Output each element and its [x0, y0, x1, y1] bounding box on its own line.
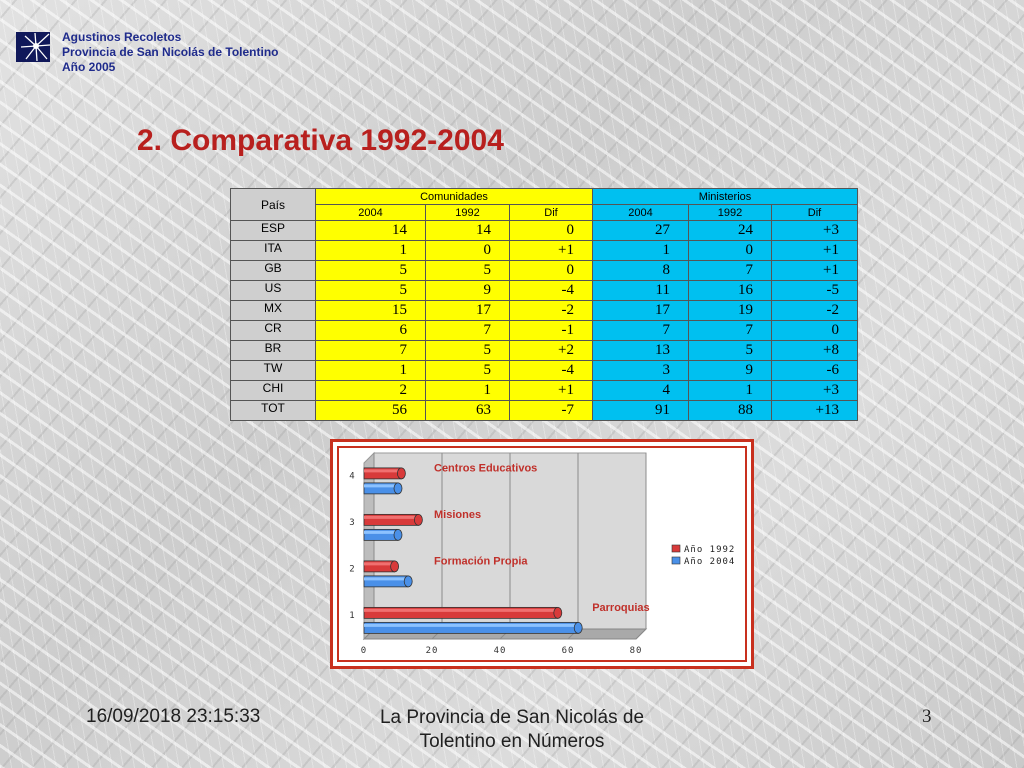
comunidades-dif-header: Dif — [510, 205, 593, 221]
value-cell-cdif: -4 — [510, 361, 593, 381]
value-cell-c2004: 1 — [316, 241, 426, 261]
value-cell-mdif: +3 — [772, 381, 858, 401]
org-name: Agustinos Recoletos — [62, 30, 182, 44]
y-tick-label: 1 — [349, 611, 355, 622]
value-cell-c2004: 15 — [316, 301, 426, 321]
footer-title-line1: La Provincia de San Nicolás de — [379, 707, 645, 728]
value-cell-cdif: -2 — [510, 301, 593, 321]
table-row — [231, 301, 858, 321]
table-row — [231, 321, 858, 341]
country-cell: MX — [231, 301, 316, 321]
ministerios-dif-header: Dif — [772, 205, 858, 221]
value-cell-m1992: 24 — [689, 221, 772, 241]
x-tick-label: 20 — [425, 646, 439, 656]
x-tick-label: 40 — [493, 646, 507, 656]
x-tick-label: 60 — [561, 646, 575, 656]
value-cell-m2004: 3 — [593, 361, 689, 381]
category-label: Parroquias — [592, 602, 650, 615]
ministerios-2004-header: 2004 — [593, 205, 689, 221]
value-cell-cdif: +2 — [510, 341, 593, 361]
value-cell-m1992: 16 — [689, 281, 772, 301]
value-cell-m1992: 7 — [689, 321, 772, 341]
table-row — [231, 241, 858, 261]
value-cell-c2004: 2 — [316, 381, 426, 401]
value-cell-mdif: +8 — [772, 341, 858, 361]
y-tick-label: 2 — [349, 564, 355, 575]
x-tick-label: 0 — [360, 646, 368, 656]
value-cell-c1992: 7 — [426, 321, 510, 341]
bar-cap — [554, 607, 562, 618]
value-cell-m1992: 88 — [689, 401, 772, 421]
y-tick-label: 4 — [349, 471, 355, 482]
bar-cap — [414, 514, 422, 525]
comunidades-1992-header: 1992 — [426, 205, 510, 221]
bar-highlight — [364, 484, 398, 487]
footer-datetime: 16/09/2018 23:15:33 — [86, 706, 261, 727]
table-row — [231, 221, 858, 241]
value-cell-cdif: +1 — [510, 241, 593, 261]
comunidades-group-header: Comunidades — [316, 189, 593, 205]
country-cell: ESP — [231, 221, 316, 241]
table-row — [231, 341, 858, 361]
table-row — [231, 261, 858, 281]
value-cell-c1992: 5 — [426, 261, 510, 281]
country-cell: CR — [231, 321, 316, 341]
value-cell-cdif: 0 — [510, 221, 593, 241]
country-cell: TOT — [231, 401, 316, 421]
bar-cap — [397, 468, 405, 479]
year-label: Año 2005 — [62, 60, 116, 74]
country-cell: ITA — [231, 241, 316, 261]
value-cell-m1992: 0 — [689, 241, 772, 261]
y-tick-label: 3 — [349, 518, 355, 529]
value-cell-c2004: 5 — [316, 261, 426, 281]
bar-highlight — [364, 624, 578, 627]
country-cell: US — [231, 281, 316, 301]
legend-label: Año 1992 — [684, 545, 736, 555]
value-cell-m1992: 9 — [689, 361, 772, 381]
bar-highlight — [364, 516, 418, 519]
comparison-table — [230, 188, 858, 421]
value-cell-m2004: 91 — [593, 401, 689, 421]
value-cell-m1992: 19 — [689, 301, 772, 321]
value-cell-c1992: 5 — [426, 361, 510, 381]
value-cell-c1992: 5 — [426, 341, 510, 361]
table-row — [231, 361, 858, 381]
bar-highlight — [364, 609, 558, 612]
country-column-header: País — [231, 189, 316, 221]
value-cell-c2004: 5 — [316, 281, 426, 301]
value-cell-c2004: 6 — [316, 321, 426, 341]
comunidades-2004-header: 2004 — [316, 205, 426, 221]
value-cell-mdif: -5 — [772, 281, 858, 301]
slide-number: 3 — [922, 706, 932, 727]
category-label: Centros Educativos — [434, 462, 538, 475]
bar-highlight — [364, 469, 401, 472]
value-cell-m2004: 13 — [593, 341, 689, 361]
value-cell-c1992: 1 — [426, 381, 510, 401]
value-cell-m2004: 7 — [593, 321, 689, 341]
bar-highlight — [364, 577, 408, 580]
table-row — [231, 381, 858, 401]
country-cell: GB — [231, 261, 316, 281]
bar-cap — [391, 561, 399, 572]
bar-cap — [574, 622, 582, 633]
province-name: Provincia de San Nicolás de Tolentino — [62, 45, 279, 59]
value-cell-cdif: +1 — [510, 381, 593, 401]
value-cell-c2004: 7 — [316, 341, 426, 361]
legend-swatch — [672, 545, 680, 552]
value-cell-c1992: 17 — [426, 301, 510, 321]
bar-cap — [394, 483, 402, 494]
value-cell-mdif: 0 — [772, 321, 858, 341]
table-body — [231, 221, 858, 421]
table-row — [231, 401, 858, 421]
legend-label: Año 2004 — [684, 557, 736, 567]
footer-title-line2: Tolentino en Números — [419, 731, 605, 752]
starburst-logo-icon — [16, 32, 50, 62]
ministerios-1992-header: 1992 — [689, 205, 772, 221]
country-cell: BR — [231, 341, 316, 361]
x-tick-label: 80 — [629, 646, 643, 656]
value-cell-cdif: -7 — [510, 401, 593, 421]
legend-swatch — [672, 557, 680, 564]
value-cell-cdif: -4 — [510, 281, 593, 301]
value-cell-m2004: 11 — [593, 281, 689, 301]
value-cell-c2004: 56 — [316, 401, 426, 421]
footer-title — [362, 706, 662, 754]
bar-highlight — [364, 531, 398, 534]
value-cell-m2004: 8 — [593, 261, 689, 281]
slide-title: 2. Comparativa 1992-2004 — [137, 124, 504, 157]
organization-header — [62, 30, 279, 75]
value-cell-c2004: 1 — [316, 361, 426, 381]
category-label: Formación Propia — [434, 555, 528, 568]
value-cell-mdif: -2 — [772, 301, 858, 321]
value-cell-m2004: 17 — [593, 301, 689, 321]
value-cell-m2004: 1 — [593, 241, 689, 261]
value-cell-mdif: +1 — [772, 261, 858, 281]
bar-cap — [394, 529, 402, 540]
table-row — [231, 281, 858, 301]
category-label: Misiones — [434, 509, 482, 522]
value-cell-cdif: -1 — [510, 321, 593, 341]
bar-highlight — [364, 562, 395, 565]
value-cell-mdif: +3 — [772, 221, 858, 241]
value-cell-m1992: 7 — [689, 261, 772, 281]
ministerios-group-header: Ministerios — [593, 189, 858, 205]
value-cell-c1992: 0 — [426, 241, 510, 261]
value-cell-c1992: 14 — [426, 221, 510, 241]
value-cell-c1992: 9 — [426, 281, 510, 301]
value-cell-mdif: -6 — [772, 361, 858, 381]
value-cell-m2004: 27 — [593, 221, 689, 241]
bar-cap — [404, 576, 412, 587]
country-cell: TW — [231, 361, 316, 381]
value-cell-c2004: 14 — [316, 221, 426, 241]
value-cell-cdif: 0 — [510, 261, 593, 281]
value-cell-m2004: 4 — [593, 381, 689, 401]
bar-chart — [330, 439, 754, 669]
value-cell-mdif: +1 — [772, 241, 858, 261]
value-cell-m1992: 5 — [689, 341, 772, 361]
value-cell-mdif: +13 — [772, 401, 858, 421]
country-cell: CHI — [231, 381, 316, 401]
value-cell-m1992: 1 — [689, 381, 772, 401]
value-cell-c1992: 63 — [426, 401, 510, 421]
